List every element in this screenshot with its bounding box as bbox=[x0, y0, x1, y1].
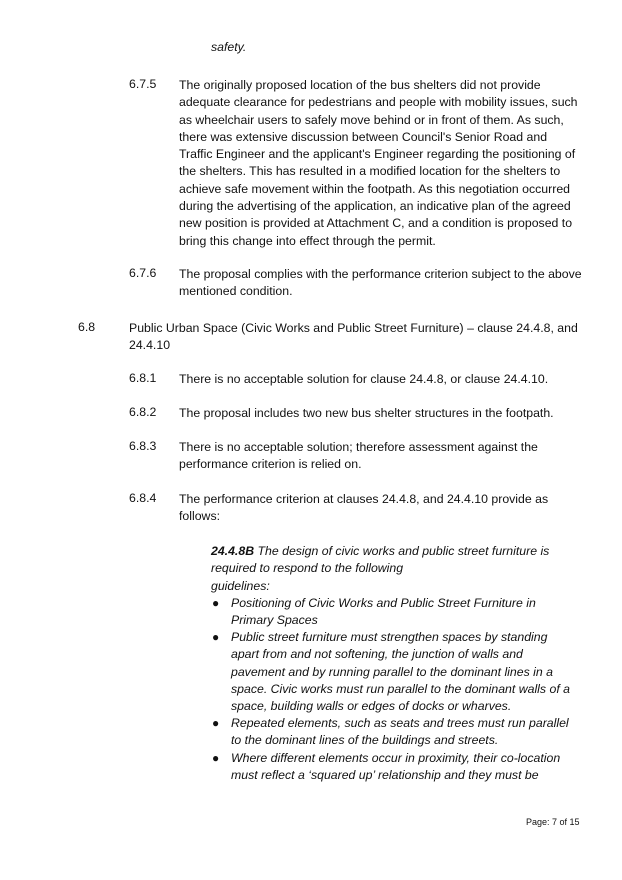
bullet-icon: ● bbox=[212, 716, 220, 730]
paragraph-6-8-2 bbox=[179, 405, 554, 422]
paragraph-6-8-1 bbox=[179, 371, 548, 388]
text-line: 24.4.10 bbox=[129, 338, 171, 353]
clause-reference: 24.4.8B bbox=[211, 544, 255, 558]
section-heading-6-8 bbox=[129, 320, 578, 355]
text-line: new position is provided at Attachment C, and a condition is proposed to bbox=[179, 216, 573, 231]
text-line: Repeated elements, such as seats and trees must run parallel bbox=[231, 716, 569, 730]
text-line: space. Civic works must run parallel to the dominant walls of a bbox=[231, 681, 570, 696]
item-number-6-7-6: 6.7.6 bbox=[129, 266, 157, 280]
bullet-icon: ● bbox=[212, 630, 220, 644]
item-number-6-8-3: 6.8.3 bbox=[129, 439, 157, 453]
text-line: There is no acceptable solution for clause 24.4.8, or clause 24.4.10. bbox=[179, 372, 549, 386]
quoted-clause-intro bbox=[211, 543, 549, 595]
paragraph-6-8-4 bbox=[179, 491, 548, 526]
text-line: space, building walls or edges of docks or wharves. bbox=[231, 699, 512, 714]
text-line: as wheelchair users to safely move behind or in front of them. As such, bbox=[179, 112, 564, 127]
paragraph-6-7-5 bbox=[179, 77, 578, 250]
section-number-6-8: 6.8 bbox=[78, 320, 96, 334]
bullet-icon: ● bbox=[212, 596, 220, 610]
text-line: Primary Spaces bbox=[231, 613, 318, 628]
text-line: There is no acceptable solution; therefore assessment against the bbox=[179, 440, 538, 454]
clause-intro-text: The design of civic works and public street furniture is bbox=[254, 544, 550, 558]
text-line: must reflect a ‘squared up’ relationship and they must be bbox=[231, 768, 539, 783]
item-number-6-8-1: 6.8.1 bbox=[129, 371, 157, 385]
text-line bbox=[211, 543, 549, 560]
text-line: during the advertising of the application, an indicative plan of the agreed bbox=[179, 199, 571, 214]
text-line: Where different elements occur in proximity, their co-location bbox=[231, 751, 561, 765]
text-line: guidelines: bbox=[211, 578, 270, 593]
text-line: Public street furniture must strengthen spaces by standing bbox=[231, 630, 548, 644]
text-line: bring this change into effect through the permit. bbox=[179, 233, 436, 248]
continued-text: safety. bbox=[211, 40, 247, 54]
bullet-icon: ● bbox=[212, 751, 220, 765]
page-number: Page: 7 of 15 bbox=[526, 817, 580, 827]
bullet-item bbox=[231, 750, 560, 785]
text-line: follows: bbox=[179, 509, 221, 524]
text-line: achieve safe movement within the footpath. As this negotiation occurred bbox=[179, 181, 570, 196]
text-line: apart from and not softening, the junction of walls and bbox=[231, 647, 523, 662]
text-line: performance criterion is relied on. bbox=[179, 457, 362, 472]
text-line: adequate clearance for pedestrians and people with mobility issues, such bbox=[179, 95, 578, 110]
item-number-6-8-2: 6.8.2 bbox=[129, 405, 157, 419]
item-number-6-8-4: 6.8.4 bbox=[129, 491, 157, 505]
text-line: required to respond to the following bbox=[211, 561, 404, 576]
text-line: the shelters. This has resulted in a modified location for the shelters to bbox=[179, 164, 561, 179]
bullet-item bbox=[231, 629, 570, 715]
text-line: The performance criterion at clauses 24.4.8, and 24.4.10 provide as bbox=[179, 492, 549, 506]
text-line: The originally proposed location of the bus shelters did not provide bbox=[179, 78, 541, 92]
text-line: to the dominant lines of the buildings and streets. bbox=[231, 733, 499, 748]
text-line: The proposal includes two new bus shelter structures in the footpath. bbox=[179, 406, 554, 420]
bullet-item bbox=[231, 715, 569, 750]
text-line: there was extensive discussion between Council's Senior Road and bbox=[179, 129, 548, 144]
text-line: Positioning of Civic Works and Public Street Furniture in bbox=[231, 596, 536, 610]
text-line: mentioned condition. bbox=[179, 284, 293, 299]
bullet-item bbox=[231, 595, 536, 630]
text-line: pavement and by running parallel to the dominant lines in a bbox=[231, 664, 553, 679]
text-line: Traffic Engineer and the applicant's Engineer regarding the positioning of bbox=[179, 147, 576, 162]
text-line: The proposal complies with the performance criterion subject to the above bbox=[179, 267, 582, 281]
text-line: Public Urban Space (Civic Works and Public Street Furniture) – clause 24.4.8, and bbox=[129, 321, 578, 335]
paragraph-6-7-6 bbox=[179, 266, 582, 301]
paragraph-6-8-3 bbox=[179, 439, 538, 474]
item-number-6-7-5: 6.7.5 bbox=[129, 77, 157, 91]
